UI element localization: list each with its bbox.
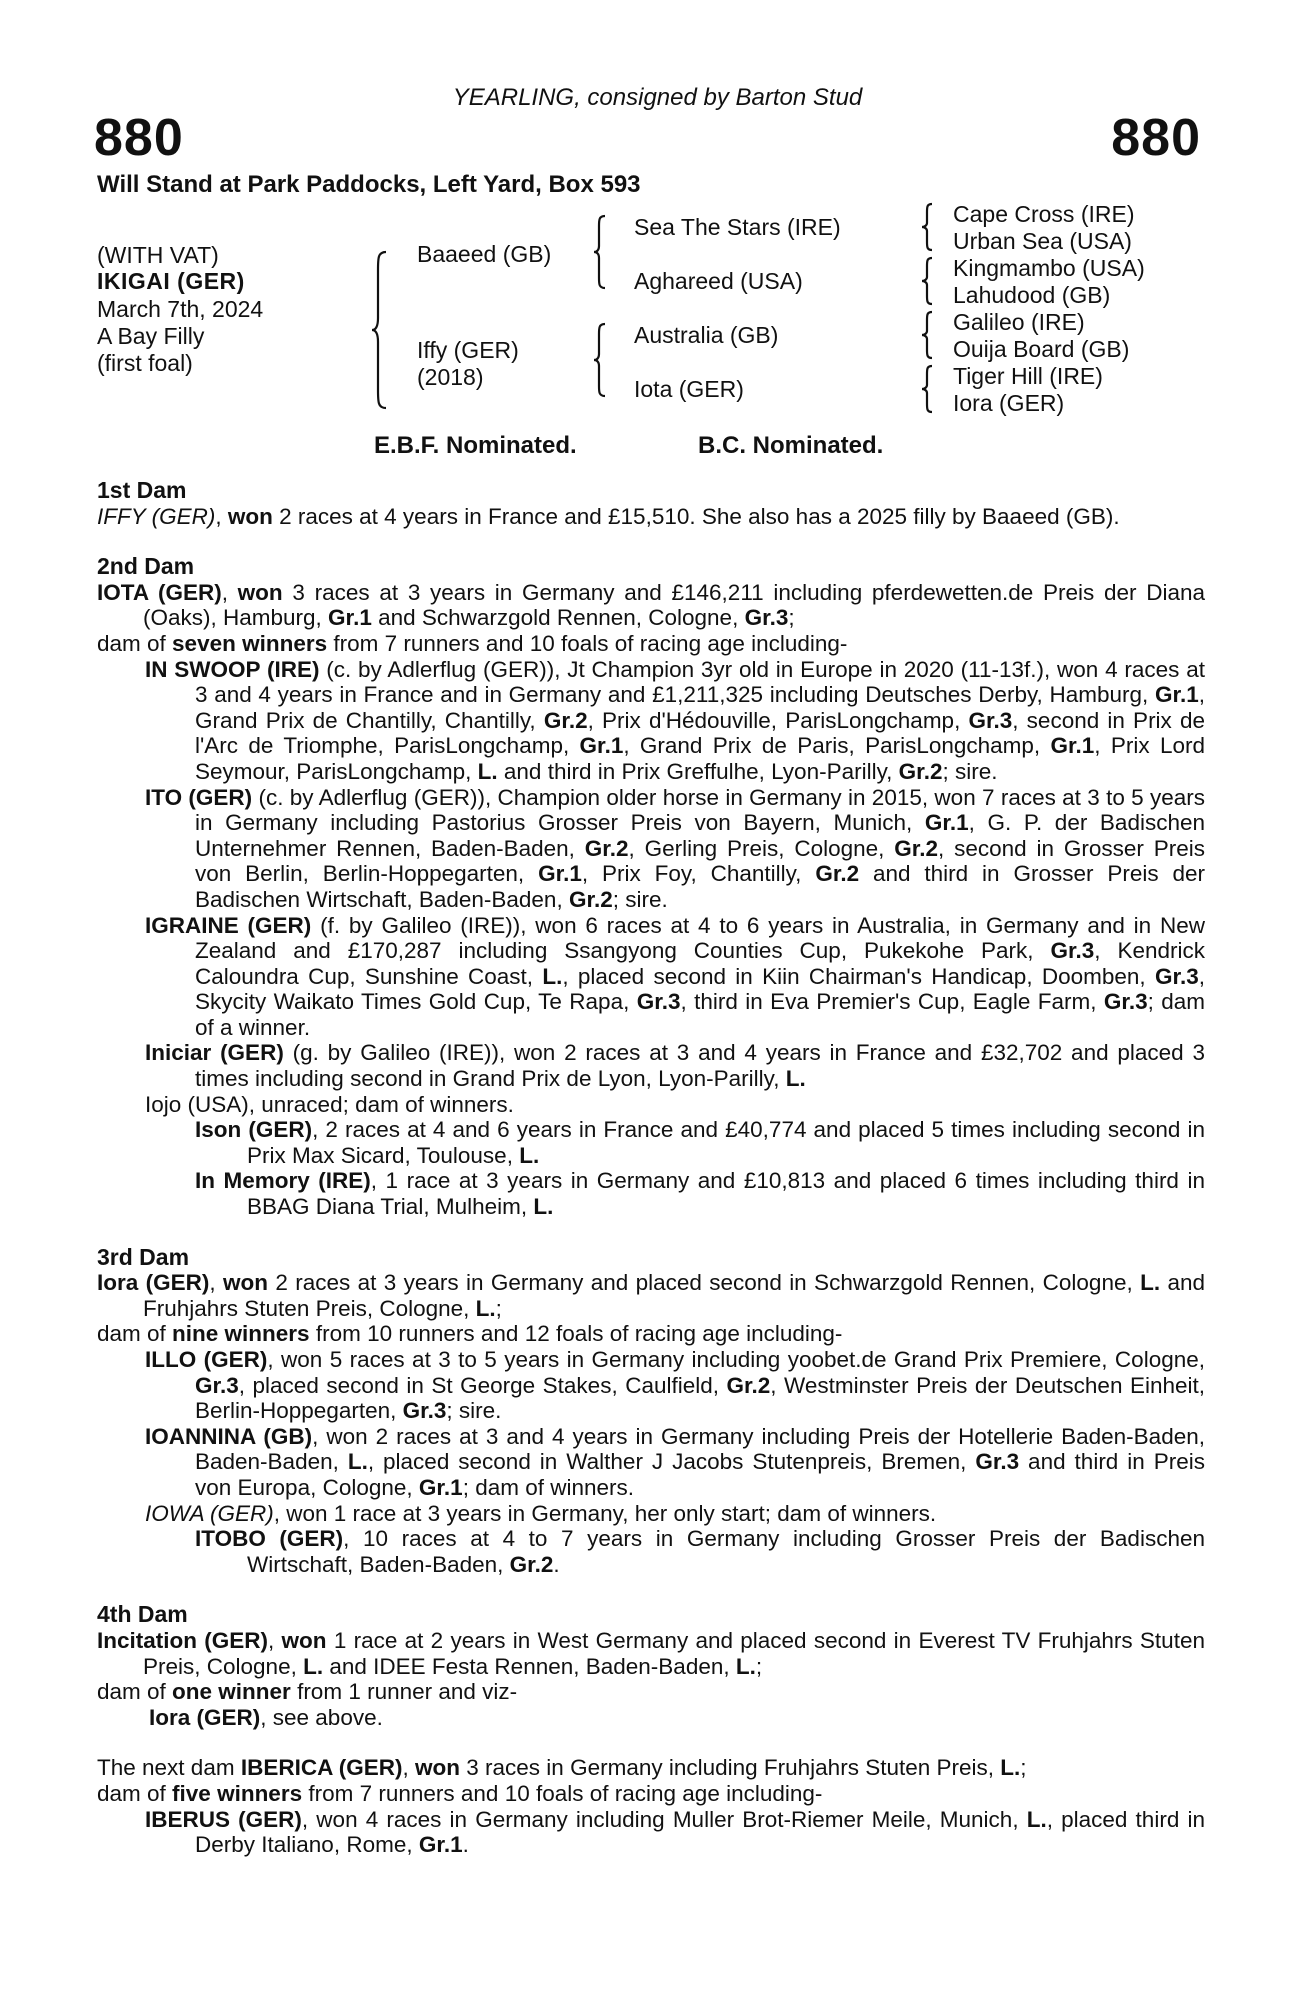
iota-dam-of: dam of seven winners from 7 runners and 10 foals of racing age including- xyxy=(97,630,848,656)
catalogue-body xyxy=(97,478,1205,1858)
foal-note: (first foal) xyxy=(97,350,193,376)
entry-in-swoop: IN SWOOP (IRE) (c. by Adlerflug (GER)), Jt Champion 3yr old in Europe in 2020 (11-13f.), won 4 races at 3 and 4 years in France and in Germany and £1,211,325 including Deutsches Derby, Hamburg, Gr.1, Grand Prix de Chantilly, Chantilly, Gr.2, Prix d'Hédouville, ParisLongchamp, Gr.3, second in Prix de l'Arc de Triomphe, ParisLongchamp, Gr.1, Grand Prix de Paris, ParisLongchamp, Gr.1, Prix Lord Seymour, ParisLongchamp, L. and third in Prix Greffulhe, Lyon-Parilly, Gr.2; sire. xyxy=(145,656,1206,784)
ped-sdd: Lahudood (GB) xyxy=(953,282,1111,308)
lot-number-right: 880 xyxy=(1111,109,1201,167)
entry-igraine: IGRAINE (GER) (f. by Galileo (IRE)), won 6 races at 4 to 6 years in Australia, in Germany and in New Zealand and £170,287 including Ssangyong Counties Cup, Pukekohe Park, Gr.3, Kendrick Caloundra Cup, Sunshine Coast, L., placed second in Kiin Chairman's Handicap, Doomben, Gr.3, Skycity Waikato Times Gold Cup, Te Rapa, Gr.3, third in Eva Premier's Cup, Eagle Farm, Gr.3; dam of a winner. xyxy=(145,912,1205,1040)
entry-illo: ILLO (GER), won 5 races at 3 to 5 years in Germany including yoobet.de Grand Prix Premiere, Cologne, Gr.3, placed second in St George Stakes, Caulfield, Gr.2, Westminster Preis der Deutschen Einheit, Berlin-Hoppegarten, Gr.3; sire. xyxy=(145,1347,1206,1424)
iora-dam-of: dam of nine winners from 10 runners and 12 foals of racing age including- xyxy=(97,1321,843,1347)
sire-sire: Sea The Stars (IRE) xyxy=(634,214,841,240)
section-heading-1st-dam: 1st Dam xyxy=(97,477,187,503)
entry-iora-ref: Iora (GER), see above. xyxy=(149,1704,383,1730)
entry-iota: IOTA (GER), won 3 races at 3 years in Germany and £146,211 including pferdewetten.de Preis der Diana (Oaks), Hamburg, Gr.1 and Schwarzgold Rennen, Cologne, Gr.3; xyxy=(97,579,1205,631)
pedigree-bracket-sire-dam xyxy=(370,250,390,410)
next-dam: The next dam IBERICA (GER), won 3 races in Germany including Fruhjahrs Stuten Preis, L.; xyxy=(97,1755,1027,1781)
horse-name: IKIGAI (GER) xyxy=(97,268,245,294)
sire: Baaeed (GB) xyxy=(417,241,552,267)
lot-number-left: 880 xyxy=(94,109,184,167)
entry-iniciar: Iniciar (GER) (g. by Galileo (IRE)), won 2 races at 3 and 4 years in France and £32,702 and placed 3 times including second in Grand Prix de Lyon, Lyon-Parilly, L. xyxy=(145,1040,1205,1092)
entry-iffy: IFFY (GER), won 2 races at 4 years in France and £15,510. She also has a 2025 filly by Baaeed (GB). xyxy=(97,503,1120,529)
ped-ddd: Iora (GER) xyxy=(953,390,1065,416)
pedigree-bracket-sd xyxy=(920,256,936,306)
ped-dsd: Ouija Board (GB) xyxy=(953,336,1130,362)
section-heading-2nd-dam: 2nd Dam xyxy=(97,553,195,580)
entry-iojo: Iojo (USA), unraced; dam of winners. xyxy=(145,1091,514,1117)
next-dam-dam-of: dam of five winners from 7 runners and 10 foals of racing age including- xyxy=(97,1780,823,1806)
pedigree-bracket-ds xyxy=(920,310,936,360)
pedigree-bracket-dd xyxy=(920,364,936,414)
stand-location: Will Stand at Park Paddocks, Left Yard, Box 593 xyxy=(97,171,641,198)
horse-description: A Bay Filly xyxy=(97,323,205,349)
dam-sire: Australia (GB) xyxy=(634,322,779,348)
entry-iora: Iora (GER), won 2 races at 3 years in Germany and placed second in Schwarzgold Rennen, Cologne, L. and Fruhjahrs Stuten Preis, Cologne, L.; xyxy=(97,1270,1205,1321)
ped-ssd: Urban Sea (USA) xyxy=(953,228,1132,254)
section-heading-4th-dam: 4th Dam xyxy=(97,1601,188,1628)
incitation-dam-of: dam of one winner from 1 runner and viz- xyxy=(97,1679,518,1705)
ebf-nomination: E.B.F. Nominated. xyxy=(374,432,577,459)
dam-dam: Iota (GER) xyxy=(634,376,744,402)
entry-ioannina: IOANNINA (GB), won 2 races at 3 and 4 years in Germany including Preis der Hotellerie Baden-Baden, Baden-Baden, L., placed second in Walther J Jacobs Stutenpreis, Bremen, Gr.3 and third in Preis von Europa, Cologne, Gr.1; dam of winners. xyxy=(145,1423,1205,1500)
entry-ito: ITO (GER) (c. by Adlerflug (GER)), Champion older horse in Germany in 2015, won 7 races at 3 to 5 years in Germany including Pastorius Grosser Preis von Bayern, Munich, Gr.1, G. P. der Badischen Unternehmer Rennen, Baden-Baden, Gr.2, Gerling Preis, Cologne, Gr.2, second in Grosser Preis von Berlin, Berlin-Hoppegarten, Gr.1, Prix Foy, Chantilly, Gr.2 and third in Grosser Preis der Badischen Wirtschaft, Baden-Baden, Gr.2; sire. xyxy=(145,784,1205,912)
sire-dam: Aghareed (USA) xyxy=(634,268,803,294)
pedigree-bracket-dam-parents xyxy=(592,322,608,398)
catalogue-heading: YEARLING, consigned by Barton Stud xyxy=(452,84,863,111)
ped-sds: Kingmambo (USA) xyxy=(953,255,1145,281)
entry-incitation: Incitation (GER), won 1 race at 2 years in West Germany and placed second in Everest TV Fruhjahrs Stuten Preis, Cologne, L. and IDEE Festa Rennen, Baden-Baden, L.; xyxy=(97,1627,1205,1679)
vat-note: (WITH VAT) xyxy=(97,242,219,268)
entry-iberus: IBERUS (GER), won 4 races in Germany including Muller Brot-Riemer Meile, Munich, L., placed third in Derby Italiano, Rome, Gr.1. xyxy=(145,1806,1205,1858)
dam-year: (2018) xyxy=(417,364,484,390)
entry-itobo: ITOBO (GER), 10 races at 4 to 7 years in Germany including Grosser Preis der Badischen Wirtschaft, Baden-Baden, Gr.2. xyxy=(195,1526,1205,1577)
entry-in-memory: In Memory (IRE), 1 race at 3 years in Germany and £10,813 and placed 6 times including third in BBAG Diana Trial, Mulheim, L. xyxy=(195,1168,1205,1220)
section-heading-3rd-dam: 3rd Dam xyxy=(97,1243,190,1270)
dam: Iffy (GER) xyxy=(417,337,519,363)
pedigree-bracket-sire-parents xyxy=(592,214,608,290)
ped-dds: Tiger Hill (IRE) xyxy=(953,363,1103,389)
entry-iowa: IOWA (GER), won 1 race at 3 years in Germany, her only start; dam of winners. xyxy=(145,1500,937,1526)
pedigree-bracket-ss xyxy=(920,202,936,252)
ped-dss: Galileo (IRE) xyxy=(953,309,1085,335)
ped-sss: Cape Cross (IRE) xyxy=(953,201,1135,227)
foaling-date: March 7th, 2024 xyxy=(97,296,264,322)
bc-nomination: B.C. Nominated. xyxy=(698,432,884,459)
entry-ison: Ison (GER), 2 races at 4 and 6 years in France and £40,774 and placed 5 times including second in Prix Max Sicard, Toulouse, L. xyxy=(195,1117,1206,1168)
